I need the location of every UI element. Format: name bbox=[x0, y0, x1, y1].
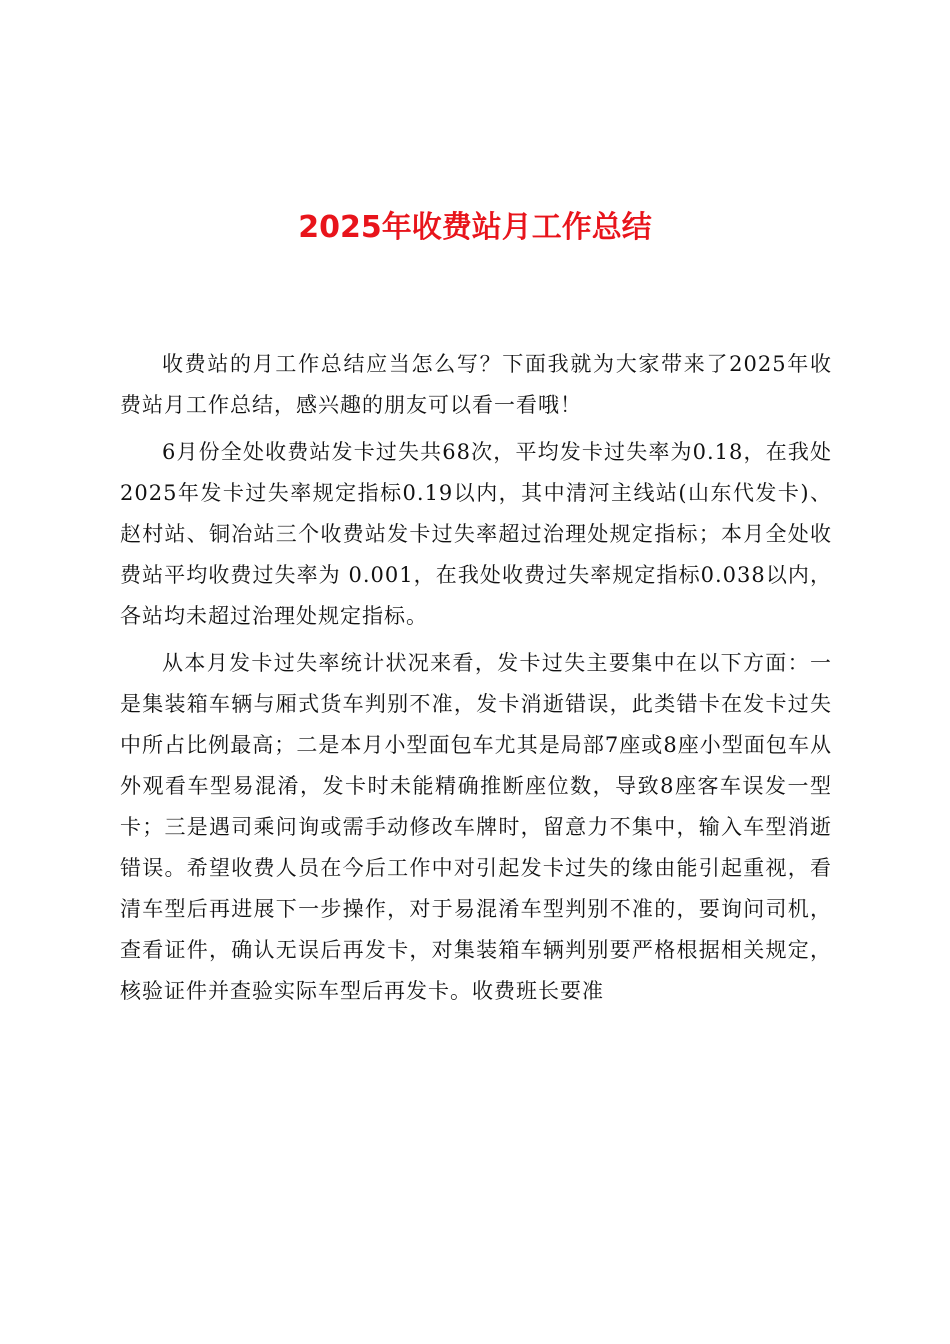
document-title: 2025年收费站月工作总结 bbox=[298, 210, 652, 245]
paragraph-intro: 收费站的月工作总结应当怎么写？下面我就为大家带来了2025年收费站月工作总结，感兴趣的朋友可以看一看哦！ bbox=[120, 352, 832, 417]
paragraph-june-statistics: 6月份全处收费站发卡过失共68次，平均发卡过失率为0.18，在我处2025年发卡过失率规定指标0.19以内，其中清河主线站(山东代发卡)、赵村站、铜冶站三个收费站发卡过失率超过治理处规定指标；本月全处收费站平均收费过失率为 0.001，在我处收费过失率规定指标0.038以内，各站均未超过治理处规定指标。 bbox=[120, 440, 832, 628]
document-body bbox=[120, 344, 832, 1018]
paragraph-error-analysis: 从本月发卡过失率统计状况来看，发卡过失主要集中在以下方面：一是集装箱车辆与厢式货车判别不准，发卡消逝错误，此类错卡在发卡过失中所占比例最高；二是本月小型面包车尤其是局部7座或8座小型面包车从外观看车型易混淆，发卡时未能精确推断座位数，导致8座客车误发一型卡；三是遇司乘问询或需手动修改车牌时，留意力不集中，输入车型消逝错误。希望收费人员在今后工作中对引起发卡过失的缘由能引起重视，看清车型后再进展下一步操作，对于易混淆车型判别不准的，要询问司机，查看证件，确认无误后再发卡，对集装箱车辆判别要严格根据相关规定，核验证件并查验实际车型后再发卡。收费班长要准 bbox=[120, 651, 832, 1003]
